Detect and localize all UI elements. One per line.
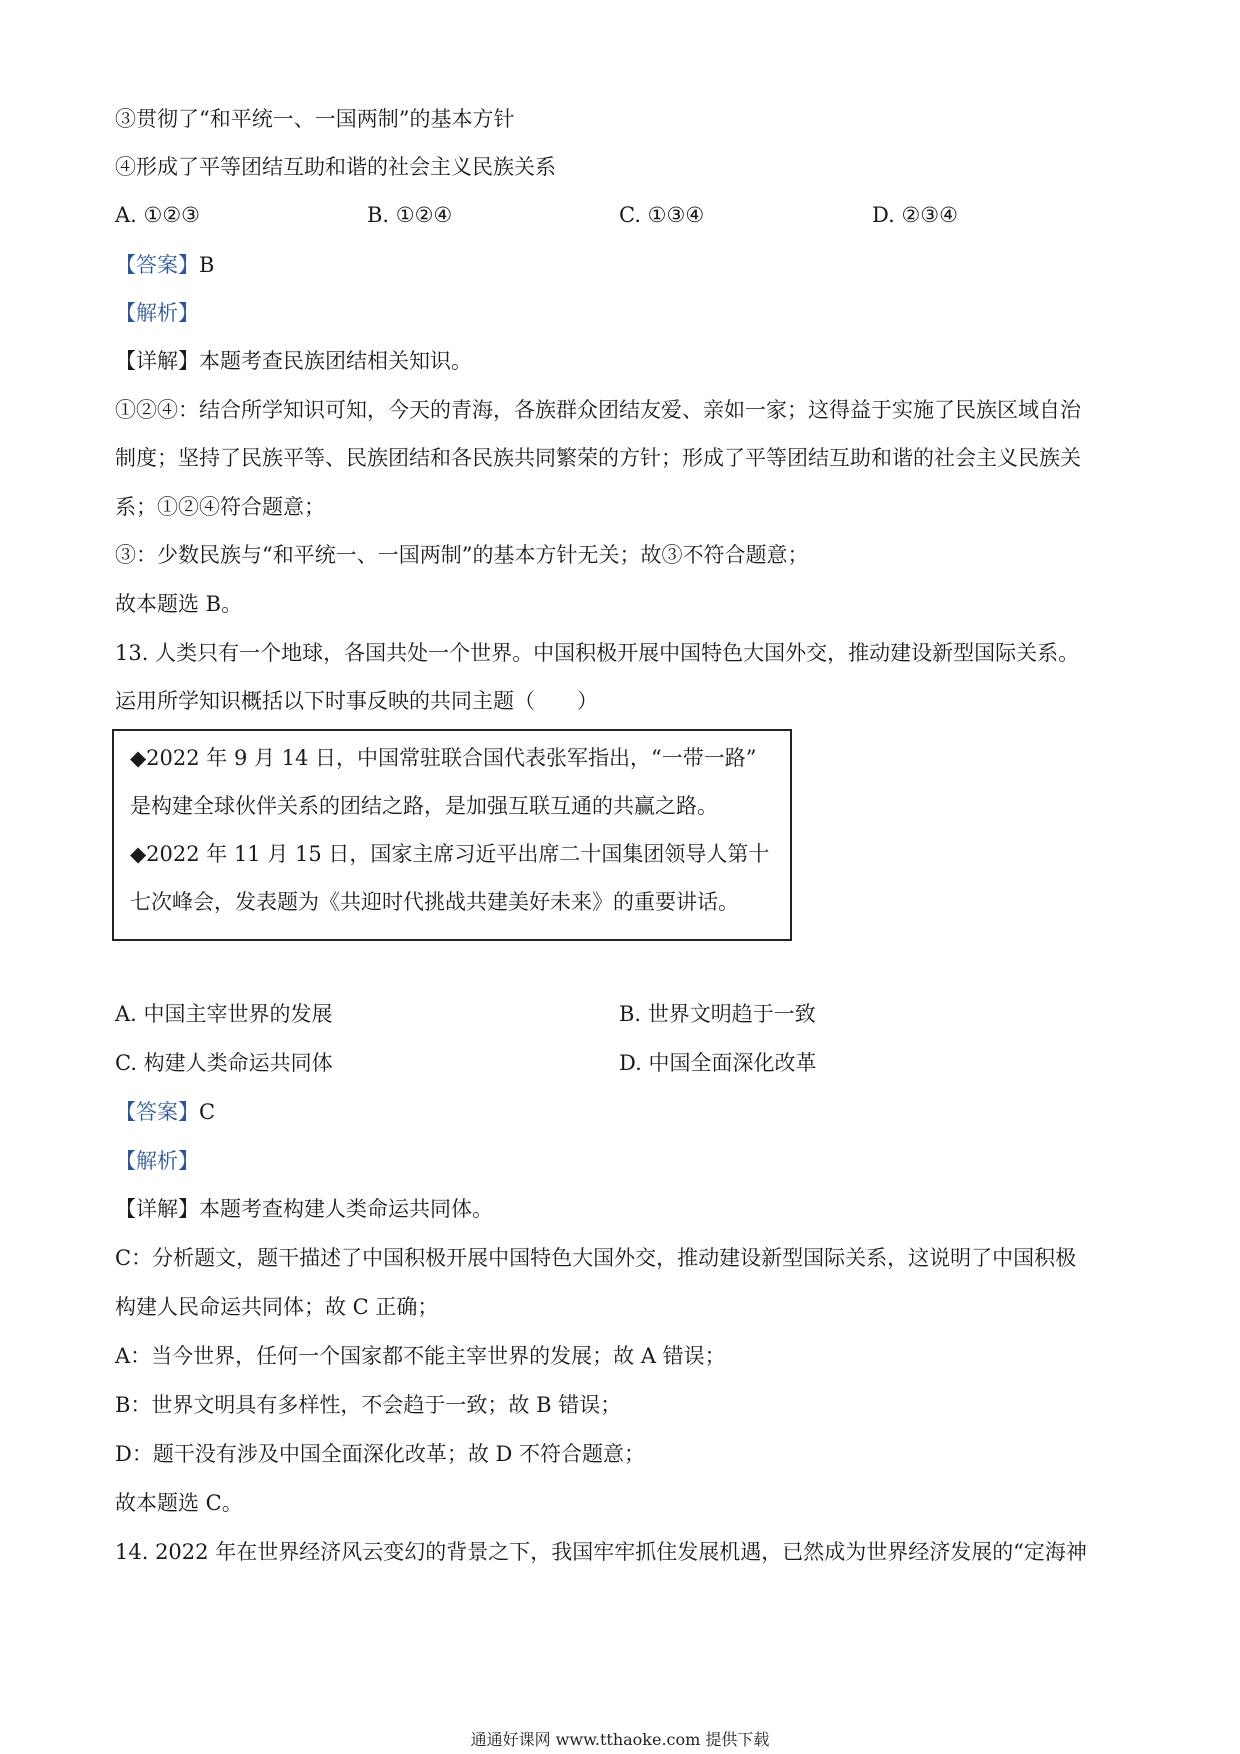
q13-explanation-line: D：题干没有涉及中国全面深化改革；故 D 不符合题意； <box>115 1442 646 1466</box>
detail-label: 【详解】 <box>115 349 199 373</box>
q13-stem-line: 13. 人类只有一个地球，各国共处一个世界。中国积极开展中国特色大国外交，推动建设新型国际关系。 <box>115 641 1080 665</box>
q12-explanation-line: ①②④：结合所学知识可知，今天的青海，各族群众团结友爱、亲如一家；这得益于实施了民族区域自治 <box>115 398 1081 422</box>
q12-answer <box>115 250 214 280</box>
q13-option-b: B. 世界文明趋于一致 <box>619 1002 816 1026</box>
analysis-label: 【解析】 <box>115 301 199 325</box>
q12-explanation-line: ③：少数民族与“和平统一、一国两制”的基本方针无关；故③不符合题意； <box>115 543 809 567</box>
q13-explanation-line: B：世界文明具有多样性，不会趋于一致；故 B 错误； <box>115 1393 622 1417</box>
q13-option-a: A. 中国主宰世界的发展 <box>115 1002 333 1026</box>
q12-option-a: A. ①②③ <box>115 203 200 227</box>
detail-label: 【详解】 <box>115 1197 199 1221</box>
analysis-label: 【解析】 <box>115 1149 199 1173</box>
q13-explanation-line: A：当今世界，任何一个国家都不能主宰世界的发展；故 A 错误； <box>115 1344 726 1368</box>
q13-explanation-line: C：分析题文，题干描述了中国积极开展中国特色大国外交，推动建设新型国际关系，这说明了中国积极 <box>115 1246 1077 1270</box>
q14-stem-line: 14. 2022 年在世界经济风云变幻的背景之下，我国牢牢抓住发展机遇，已然成为世界经济发展的“定海神 <box>115 1540 1087 1564</box>
q12-conclusion: 故本题选 B。 <box>115 592 243 616</box>
q13-answer <box>115 1097 215 1127</box>
q13-option-d: D. 中国全面深化改革 <box>619 1051 817 1075</box>
news-box-line: ◆2022 年 9 月 14 日，中国常驻联合国代表张军指出，“一带一路” <box>130 746 757 770</box>
answer-value: C <box>199 1100 216 1124</box>
q12-detail <box>115 346 472 376</box>
q13-analysis-heading <box>115 1146 199 1176</box>
q13-conclusion: 故本题选 C。 <box>115 1491 243 1515</box>
news-box-line: 七次峰会，发表题为《共迎时代挑战共建美好未来》的重要讲话。 <box>130 890 739 914</box>
q13-stem-line: 运用所学知识概括以下时事反映的共同主题（ ） <box>115 689 598 713</box>
q12-option-b: B. ①②④ <box>367 203 453 227</box>
q13-option-c: C. 构建人类命运共同体 <box>115 1051 333 1075</box>
q12-item-4: ④形成了平等团结互助和谐的社会主义民族关系 <box>115 155 556 179</box>
detail-text: 本题考查构建人类命运共同体。 <box>199 1197 493 1221</box>
news-box-line: 是构建全球伙伴关系的团结之路，是加强互联互通的共赢之路。 <box>130 794 718 818</box>
q13-detail <box>115 1194 493 1224</box>
q12-analysis-heading <box>115 298 199 328</box>
q13-news-box <box>112 729 792 941</box>
answer-label: 【答案】 <box>115 253 199 277</box>
detail-text: 本题考查民族团结相关知识。 <box>199 349 472 373</box>
q12-option-d: D. ②③④ <box>872 203 958 227</box>
news-box-line: ◆2022 年 11 月 15 日，国家主席习近平出席二十国集团领导人第十 <box>130 842 770 866</box>
answer-label: 【答案】 <box>115 1100 199 1124</box>
q12-explanation-line: 制度；坚持了民族平等、民族团结和各民族共同繁荣的方针；形成了平等团结互助和谐的社会主义民族关 <box>115 446 1081 470</box>
q12-explanation-line: 系；①②④符合题意； <box>115 495 325 519</box>
q12-item-3: ③贯彻了“和平统一、一国两制”的基本方针 <box>115 107 515 131</box>
q12-option-c: C. ①③④ <box>619 203 705 227</box>
answer-value: B <box>199 253 215 277</box>
footer-watermark: 通通好课网 www.tthaoke.com 提供下载 <box>470 1730 770 1749</box>
q13-explanation-line: 构建人民命运共同体；故 C 正确； <box>115 1295 439 1319</box>
